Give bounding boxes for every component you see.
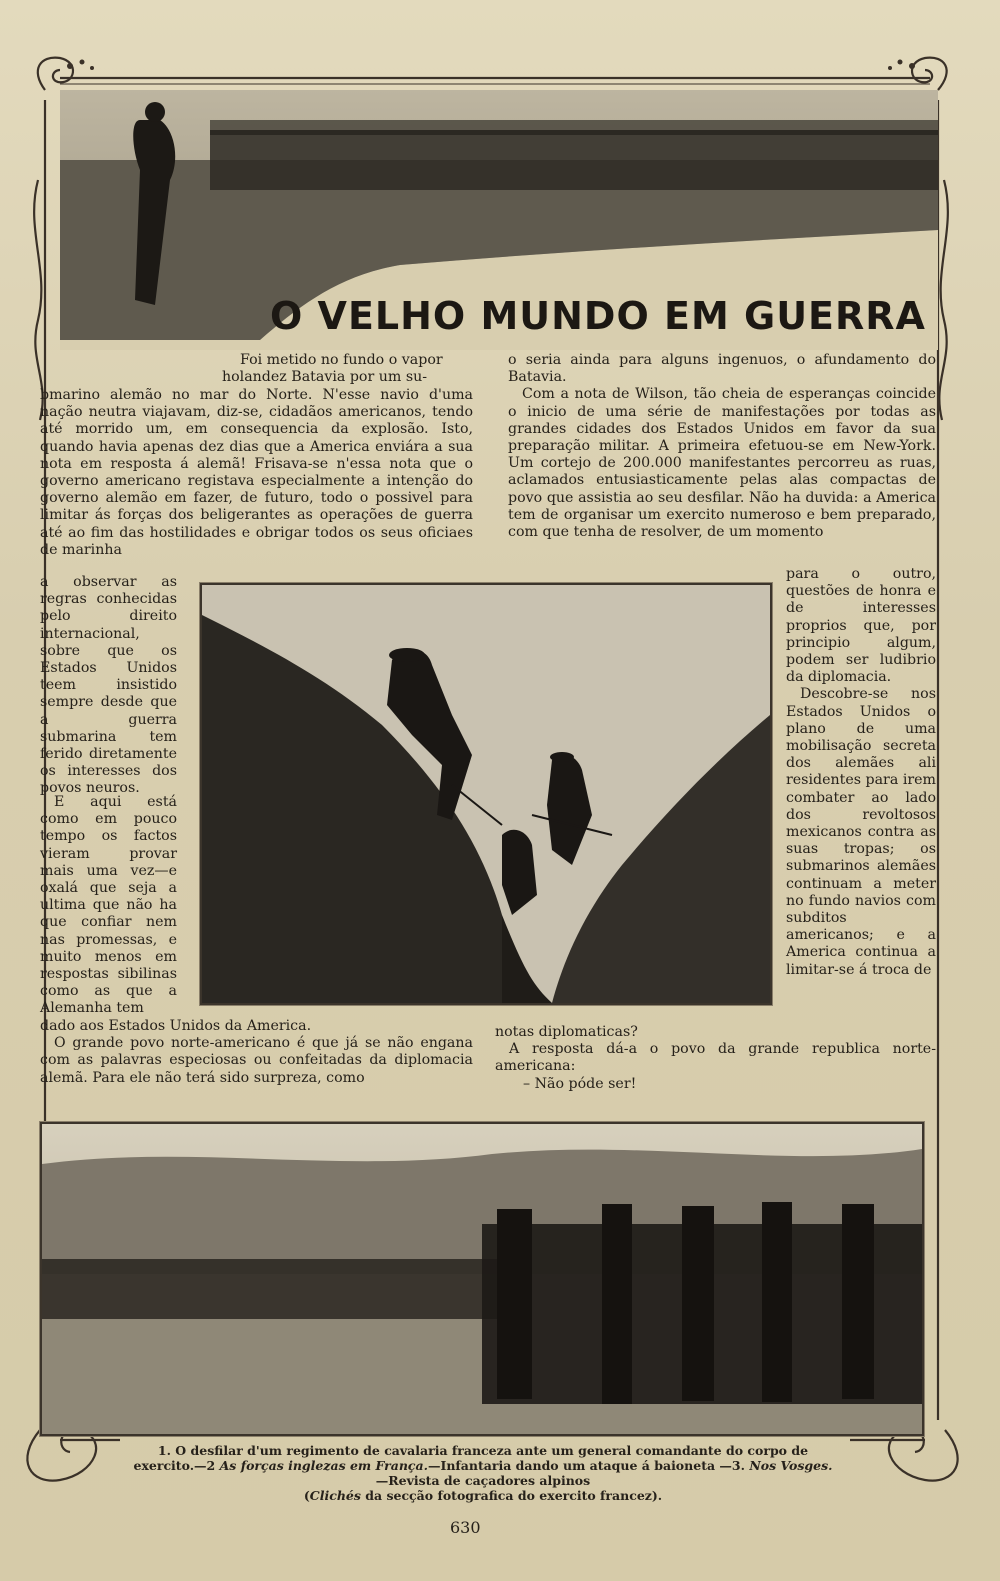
right-paragraph-1: o seria ainda para alguns ingenuos, o afundamento do Batavia. <box>508 352 936 386</box>
photo-captions: 1. O desfilar d'um regimento de cavalaria franceza ante um general comandante do corpo de exercito.—2 As forças inglezas em França.—Infantaria dando um ataque á baioneta —3. Nos Vosges.—Revista de caçadores alpinos (Clichés da secção fotografica do exercito francez). <box>133 1443 833 1503</box>
left-bottom-paragraph: O grande povo norte-americano é que já se não engana com as palavras especiosas ou confeitadas da diplomacia alemã. Para ele não terá sido surpreza, como <box>40 1035 473 1086</box>
right-column-text <box>508 352 936 541</box>
page-number: 630 <box>450 1518 481 1537</box>
left-column-text <box>40 387 473 559</box>
lead-line-1: Foi metido no fundo o vapor <box>240 352 443 368</box>
trench-assault-photo <box>200 583 772 1005</box>
left-narrow-column-2 <box>40 794 177 1018</box>
left-narrow-paragraph-1: a observar as regras conhecidas pelo direito internacional, sobre que os Estados Unidos teem insistido sempre desde que a guerra submarina tem ferido diretamente os interesses dos povos neuros. <box>40 574 177 797</box>
left-bottom-line: dado aos Estados Unidos da America. <box>40 1018 312 1034</box>
left-narrow-paragraph-2: E aqui está como em pouco tempo os factos vieram provar mais uma vez—e oxalá que seja a ultima que não ha que confiar nem nas promessas, e muito menos em respostas sibilinas como as que a Alemanha tem <box>40 794 177 1017</box>
alpine-hunters-review-photo <box>40 1122 924 1436</box>
right-bottom-line-1: notas diplomaticas? <box>495 1024 638 1040</box>
page-title: O VELHO MUNDO EM GUERRA <box>270 294 926 338</box>
right-narrow-paragraph-2: Descobre-se nos Estados Unidos o plano de uma mobilisação secreta dos alemães ali residentes para irem combater ao lado dos revoltosos mexicanos contra as suas tropas; os submarinos alemães continuam a meter no fundo navios com subditos americanos; e a America continua a limitar-se á troca de <box>786 686 936 978</box>
caption-vosges-title: Nos Vosges. <box>749 1458 833 1473</box>
caption-line-3: —Revista de caçadores alpinos <box>375 1473 591 1488</box>
left-narrow-column-1 <box>40 574 177 798</box>
right-bottom-text <box>495 1024 936 1093</box>
caption-line-1: 1. O desfilar d'um regimento de cavalaria franceza ante um general comandante do corpo de exercito.—2 <box>133 1443 809 1473</box>
caption-credit: da secção fotografica do exercito francez). <box>365 1488 663 1503</box>
left-bottom-text <box>40 1018 473 1087</box>
caption-line-2: —Infantaria dando um ataque á baioneta —3. <box>427 1458 745 1473</box>
right-bottom-line-2: A resposta dá-a o povo da grande republica norte-americana: <box>495 1041 936 1075</box>
caption-credit-cliches: Clichés <box>309 1488 361 1503</box>
caption-forces-title: As forças inglezas em França. <box>219 1458 428 1473</box>
lead-line-2: holandez Batavia por um su- <box>222 369 428 385</box>
left-paragraph-1: bmarino alemão no mar do Norte. N'esse navio d'uma nação neutra viajavam, diz-se, cidadãos americanos, tendo até morrido um, em consequencia da explosão. Isto, quando havia apenas dez dias que a America enviára a sua nota em resposta á alemã! Frisava-se n'essa nota que o governo americano registava especialmente a intenção do governo alemão em fazer, de futuro, todo o possivel para limitar ás forças dos beligerantes as operações de guerra até ao fim das hostilidades e obrigar todos os seus oficiaes de marinha <box>40 387 473 558</box>
right-narrow-paragraph-1: para o outro, questões de honra e de interesses proprios que, por principio algum, podem ser ludibrio da diplomacia. <box>786 566 936 686</box>
right-paragraph-2: Com a nota de Wilson, tão cheia de esperanças coincide o inicio de uma série de manifestações por todas as grandes cidades dos Estados Unidos em favor da sua preparação militar. A primeira efetuou-se em New-York. Um cortejo de 200.000 manifestantes percorreu as ruas, aclamados entusiasticamente pelas alas compactas de povo que assistia ao seu desfilar. Não ha duvida: a America tem de organisar um exercito numeroso e bem preparado, com que tenha de resolver, de um momento <box>508 386 936 541</box>
right-bottom-line-3: – Não póde ser! <box>523 1075 637 1092</box>
right-narrow-column <box>786 566 936 979</box>
